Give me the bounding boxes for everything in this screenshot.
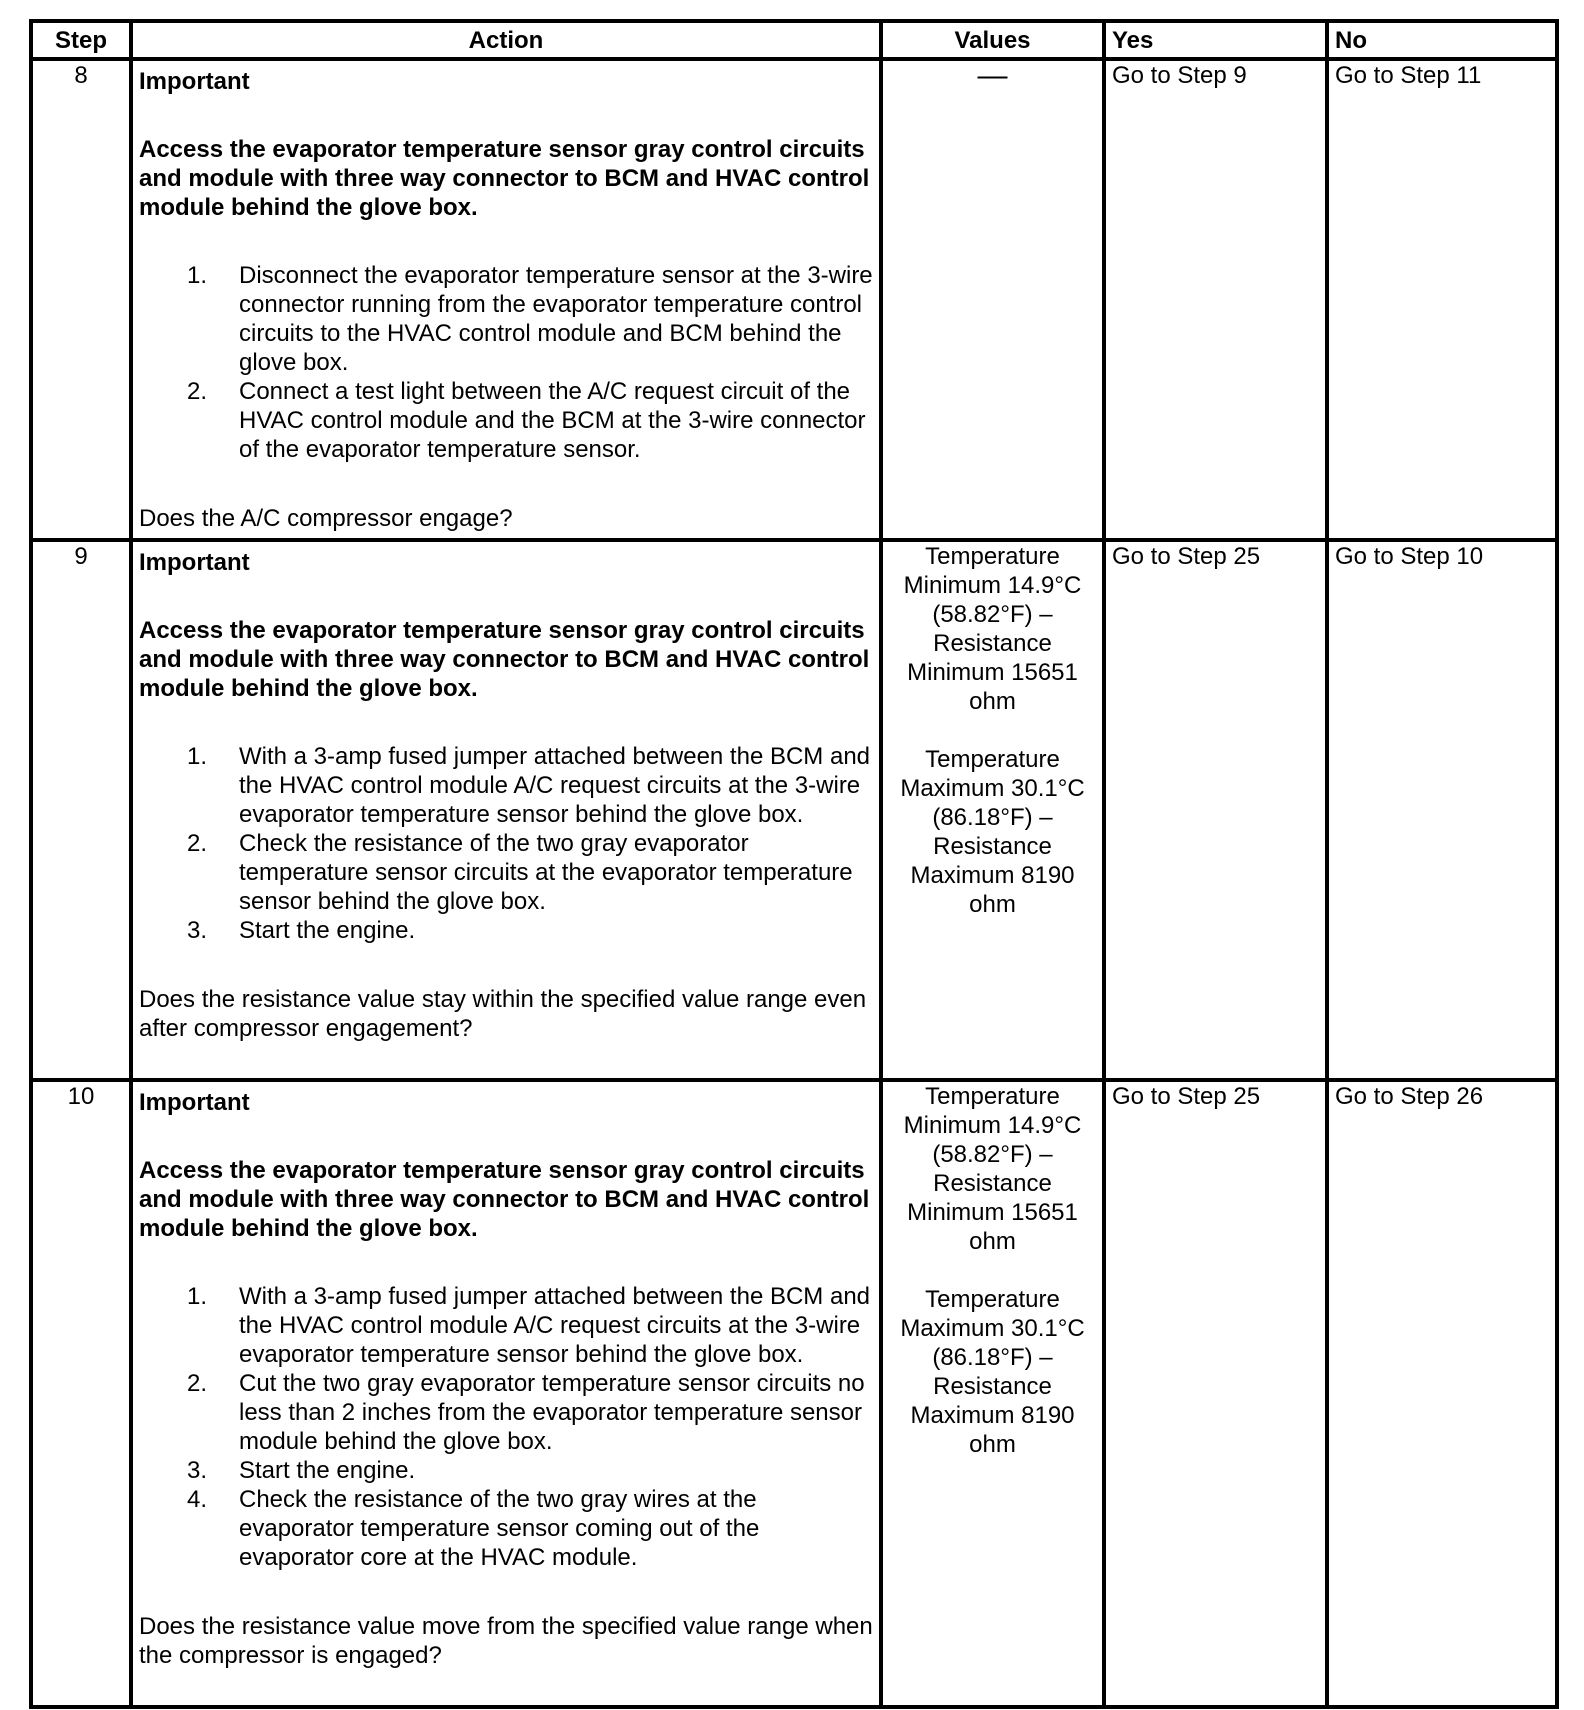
important-label: Important	[139, 549, 250, 576]
no-cell: Go to Step 10	[1327, 540, 1557, 1080]
values-cell	[881, 1080, 1104, 1707]
yes-cell: Go to Step 9	[1104, 59, 1327, 540]
value-minimum: Temperature Minimum 14.9°C (58.82°F) – Resistance Minimum 15651 ohm	[903, 543, 1082, 715]
value-maximum: Temperature Maximum 30.1°C (86.18°F) – Resistance Maximum 8190 ohm	[900, 746, 1085, 918]
step-number: 9	[31, 540, 131, 1080]
yes-cell: Go to Step 25	[1104, 1080, 1327, 1707]
diagnostic-table	[29, 19, 1559, 1709]
list-item: 2. Check the resistance of the two gray evaporator temperature sensor circuits at the evaporator temperature sensor behind the glove box.	[186, 830, 853, 915]
header-action: Action	[131, 21, 881, 59]
list-item: 1. With a 3-amp fused jumper attached between the BCM and the HVAC control module A/C request circuits at the 3-wire evaporator temperature sensor behind the glove box.	[186, 1283, 871, 1368]
action-cell	[131, 540, 881, 1080]
question: Does the resistance value move from the specified value range when the compressor is engaged?	[139, 1613, 873, 1669]
header-row	[31, 21, 1557, 59]
value-minimum: Temperature Minimum 14.9°C (58.82°F) – Resistance Minimum 15651 ohm	[903, 1083, 1082, 1255]
list-item: 2. Cut the two gray evaporator temperature sensor circuits no less than 2 inches from the evaporator temperature sensor module behind the glove box.	[186, 1370, 865, 1455]
list-item: 4. Check the resistance of the two gray wires at the evaporator temperature sensor coming out of the evaporator core at the HVAC module.	[186, 1486, 760, 1571]
list-item: 1. Disconnect the evaporator temperature sensor at the 3-wire connector running from the evaporator temperature control circuits to the HVAC control module and BCM behind the glove box.	[186, 262, 873, 376]
procedure-list	[139, 1282, 873, 1572]
no-value-dash: —	[977, 59, 1008, 92]
list-item: 2. Connect a test light between the A/C request circuit of the HVAC control module and the BCM at the 3-wire connector of the evaporator temperature sensor.	[186, 378, 866, 463]
list-item: 1. With a 3-amp fused jumper attached between the BCM and the HVAC control module A/C request circuits at the 3-wire evaporator temperature sensor behind the glove box.	[186, 743, 871, 828]
value-maximum: Temperature Maximum 30.1°C (86.18°F) – Resistance Maximum 8190 ohm	[900, 1286, 1085, 1458]
header-yes: Yes	[1104, 21, 1327, 59]
header-values: Values	[881, 21, 1104, 59]
no-cell: Go to Step 11	[1327, 59, 1557, 540]
values-cell	[881, 540, 1104, 1080]
table-row	[31, 59, 1557, 540]
important-label: Important	[139, 68, 250, 95]
header-no: No	[1327, 21, 1557, 59]
action-cell	[131, 1080, 881, 1707]
yes-cell: Go to Step 25	[1104, 540, 1327, 1080]
table-row	[31, 540, 1557, 1080]
step-number: 10	[31, 1080, 131, 1707]
important-note: Access the evaporator temperature sensor gray control circuits and module with three way connector to BCM and HVAC control module behind the glove box.	[139, 1157, 870, 1242]
no-cell: Go to Step 26	[1327, 1080, 1557, 1707]
values-cell	[881, 59, 1104, 540]
step-number: 8	[31, 59, 131, 540]
important-label: Important	[139, 1089, 250, 1116]
important-note: Access the evaporator temperature sensor gray control circuits and module with three way connector to BCM and HVAC control module behind the glove box.	[139, 617, 870, 702]
list-item: 3. Start the engine.	[186, 1457, 416, 1484]
table-row	[31, 1080, 1557, 1707]
important-note: Access the evaporator temperature sensor gray control circuits and module with three way connector to BCM and HVAC control module behind the glove box.	[139, 136, 870, 221]
procedure-list	[139, 261, 873, 464]
list-item: 3. Start the engine.	[186, 917, 416, 944]
question: Does the A/C compressor engage?	[139, 505, 513, 532]
action-cell	[131, 59, 881, 540]
header-step: Step	[31, 21, 131, 59]
question: Does the resistance value stay within the specified value range even after compressor engagement?	[139, 986, 867, 1042]
procedure-list	[139, 742, 873, 945]
